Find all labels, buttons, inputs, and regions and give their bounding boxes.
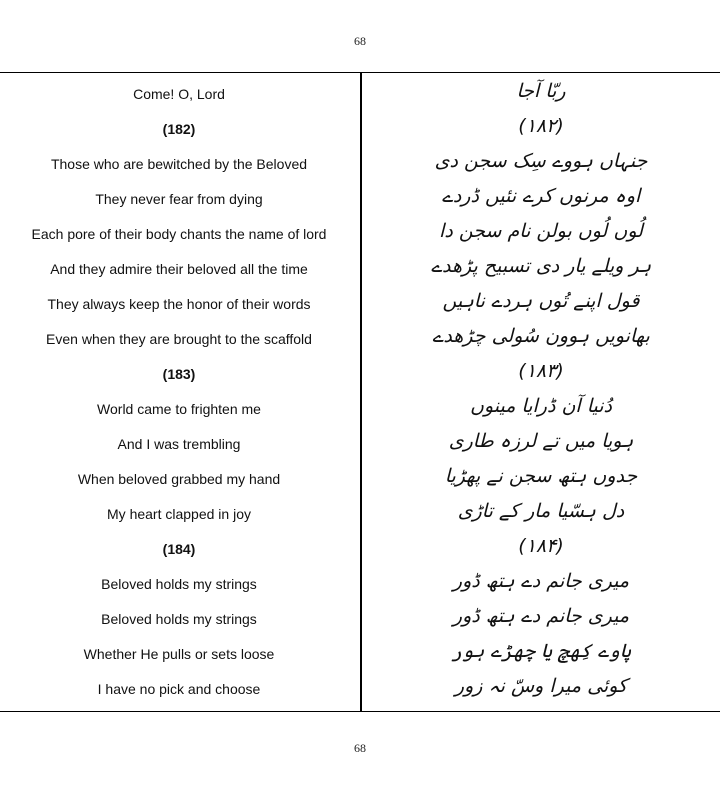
- punjabi-line: (۱۸۳): [518, 360, 564, 382]
- english-line: Even when they are brought to the scaffold: [46, 331, 312, 347]
- english-line: Come! O, Lord: [133, 86, 225, 102]
- punjabi-line: بھانویں ہوون سُولی چڑھدے: [432, 325, 650, 347]
- english-line: Beloved holds my strings: [101, 611, 257, 627]
- english-line: And I was trembling: [117, 436, 241, 452]
- english-line: When beloved grabbed my hand: [77, 471, 281, 487]
- punjabi-line: دُنیا آن ڈرایا مینوں: [469, 395, 613, 417]
- punjabi-line: (۱۸۴): [518, 535, 564, 557]
- english-line: My heart clapped in joy: [107, 506, 251, 522]
- english-line: Whether He pulls or sets loose: [83, 646, 275, 662]
- english-line: They never fear from dying: [95, 191, 263, 207]
- page-number-top: 68: [354, 34, 366, 48]
- punjabi-line: کوئی میرا وسّ نہ زور: [454, 675, 628, 697]
- punjabi-line: ہر ویلے یار دی تسبیح پڑھدے: [430, 255, 652, 277]
- page-number-bottom: 68: [354, 741, 366, 755]
- punjabi-line: پاوے کِھچ یا چھڑے ہور: [450, 640, 632, 662]
- punjabi-line: میری جانم دے ہتھ ڈور: [452, 605, 630, 627]
- verse-number-heading: (184): [162, 541, 196, 557]
- english-translation-column: [0, 79, 358, 711]
- punjabi-line: جدوں ہتھ سجن نے پھڑیا: [444, 465, 638, 487]
- verse-number-heading: (183): [162, 366, 196, 382]
- punjabi-line: لُوں لُوں بولن نام سجن دا: [439, 220, 643, 242]
- punjabi-line: دل ہسّیا مار کے تاڑی: [457, 500, 625, 522]
- verse-number-heading: (182): [162, 121, 196, 137]
- punjabi-line: قول اپنے تُوں ہردے ناہیں: [442, 290, 640, 312]
- english-line: I have no pick and choose: [97, 681, 261, 697]
- punjabi-line: (۱۸۲): [518, 115, 564, 137]
- english-line: They always keep the honor of their words: [47, 296, 311, 312]
- punjabi-verse-column: [362, 79, 720, 711]
- english-line: World came to frighten me: [97, 401, 261, 417]
- english-line: Each pore of their body chants the name of lord: [31, 226, 327, 242]
- english-line: And they admire their beloved all the time: [50, 261, 308, 277]
- punjabi-line: ہویا میں تے لرزہ طاری: [448, 430, 634, 452]
- punjabi-line: میری جانم دے ہتھ ڈور: [452, 570, 630, 592]
- punjabi-line: اوہ مرنوں کرے نئیں ڈردے: [441, 185, 641, 207]
- punjabi-line: ربّا آجا: [516, 80, 566, 102]
- english-line: Those who are bewitched by the Beloved: [50, 156, 308, 172]
- bottom-rule: [0, 711, 720, 712]
- punjabi-line: جنہاں ہووے سِک سجن دی: [434, 150, 648, 172]
- english-line: Beloved holds my strings: [101, 576, 257, 592]
